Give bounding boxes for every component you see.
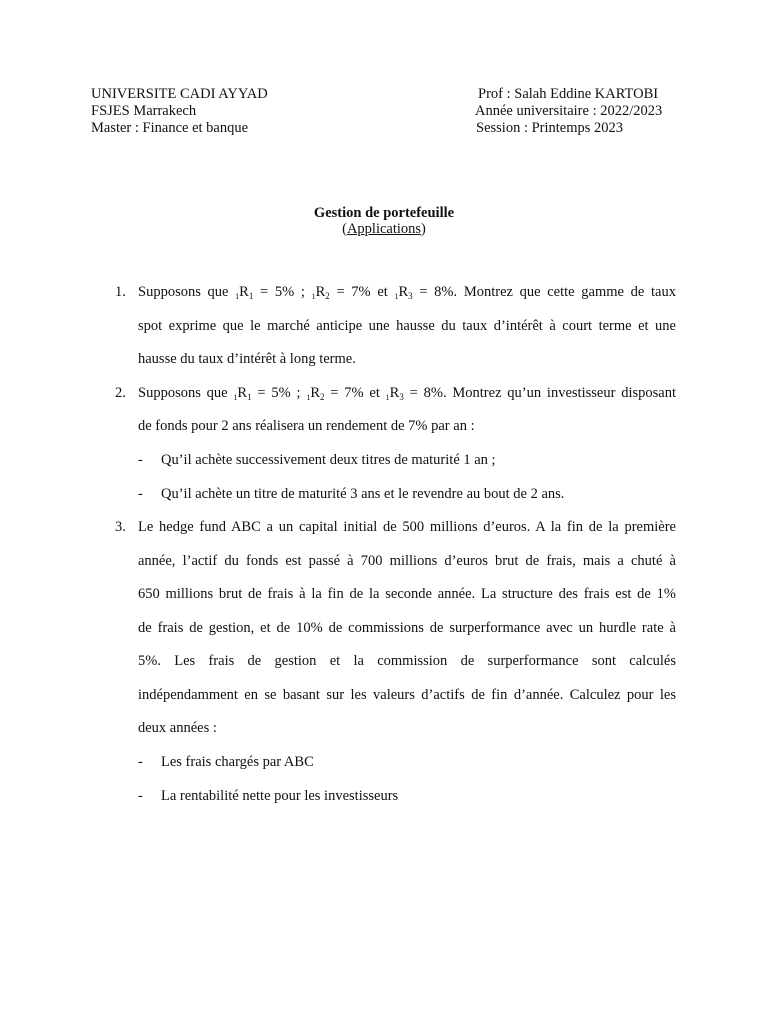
paren-close: ) <box>421 221 426 237</box>
question-number: 1. <box>115 284 126 300</box>
list-item: Qu’il achète successivement deux titres de maturité 1 an ; <box>161 452 496 468</box>
professor-name: Prof : Salah Eddine KARTOBI <box>478 86 659 102</box>
question-number: 2. <box>115 385 126 401</box>
question-line: de fonds pour 2 ans réalisera un rendement de 7% par an : <box>138 418 475 434</box>
text-run: = 7% et <box>324 385 386 401</box>
question-line <box>138 284 676 301</box>
page-title: Gestion de portefeuille <box>313 205 455 221</box>
rate-symbol: R <box>310 385 320 401</box>
bullet-dash: - <box>138 788 143 804</box>
prefix-index: 1 <box>311 292 316 301</box>
rate-symbol: R <box>239 284 249 300</box>
list-item: La rentabilité nette pour les investisseurs <box>161 788 399 804</box>
question-line: hausse du taux d’intérêt à long terme. <box>138 351 356 367</box>
program-name: Master : Finance et banque <box>91 120 249 136</box>
question-line: spot exprime que le marché anticipe une hausse du taux d’intérêt à court terme et une <box>138 318 676 334</box>
rate-symbol: R <box>315 284 326 300</box>
university-name: UNIVERSITE CADI AYYAD <box>91 86 268 102</box>
list-item: Qu’il achète un titre de maturité 3 ans et le revendre au bout de 2 ans. <box>161 486 565 502</box>
rate-subscript: 1 <box>248 291 254 301</box>
academic-year: Année universitaire : 2022/2023 <box>475 103 663 119</box>
question-line: 5%. Les frais de gestion et la commission de surperformance sont calculés <box>138 653 676 669</box>
prefix-index: 1 <box>385 393 390 402</box>
bullet-dash: - <box>138 754 143 770</box>
text-run: = 8%. Montrez que cette gamme de taux <box>412 284 676 300</box>
page-subtitle <box>0 221 768 238</box>
list-item: Les frais chargés par ABC <box>161 754 314 770</box>
prefix-index: 1 <box>235 292 240 301</box>
rate-symbol: R <box>237 385 248 401</box>
text-run: Supposons que <box>138 385 234 401</box>
bullet-dash: - <box>138 486 143 502</box>
question-line: de frais de gestion, et de 10% de commissions de surperformance avec un hurdle rate à <box>138 620 676 636</box>
prefix-index: 1 <box>306 393 311 402</box>
text-run: = 5% ; <box>253 284 312 300</box>
bullet-dash: - <box>138 452 143 468</box>
question-line: indépendamment en se basant sur les valeurs d’actifs de fin d’année. Calculez pour les <box>138 687 676 703</box>
question-line: année, l’actif du fonds est passé à 700 millions d’euros brut de frais, mais a chuté à <box>138 553 676 569</box>
question-line: 650 millions brut de frais à la fin de la seconde année. La structure des frais est de 1% <box>138 586 676 602</box>
question-line <box>138 385 676 402</box>
text-run: = 7% et <box>329 284 395 300</box>
rate-subscript: 3 <box>408 291 413 301</box>
paren-open: ( <box>342 221 347 237</box>
rate-subscript: 3 <box>399 392 404 402</box>
subtitle-text: Applications <box>346 221 422 237</box>
text-run: = 5% ; <box>251 385 307 401</box>
rate-subscript: 2 <box>319 392 325 402</box>
text-run: Supposons que <box>138 284 236 300</box>
faculty-name: FSJES Marrakech <box>91 103 197 119</box>
session: Session : Printemps 2023 <box>476 120 624 136</box>
rate-symbol: R <box>389 385 400 401</box>
rate-subscript: 1 <box>247 392 252 402</box>
question-line: Le hedge fund ABC a un capital initial de 500 millions d’euros. A la fin de la première <box>138 519 676 535</box>
rate-subscript: 2 <box>325 291 330 301</box>
prefix-index: 1 <box>394 292 399 301</box>
text-run: = 8%. Montrez qu’un investisseur disposant <box>403 385 676 401</box>
question-line: deux années : <box>138 720 217 736</box>
prefix-index: 1 <box>233 393 238 402</box>
question-number: 3. <box>115 519 126 535</box>
rate-symbol: R <box>398 284 409 300</box>
